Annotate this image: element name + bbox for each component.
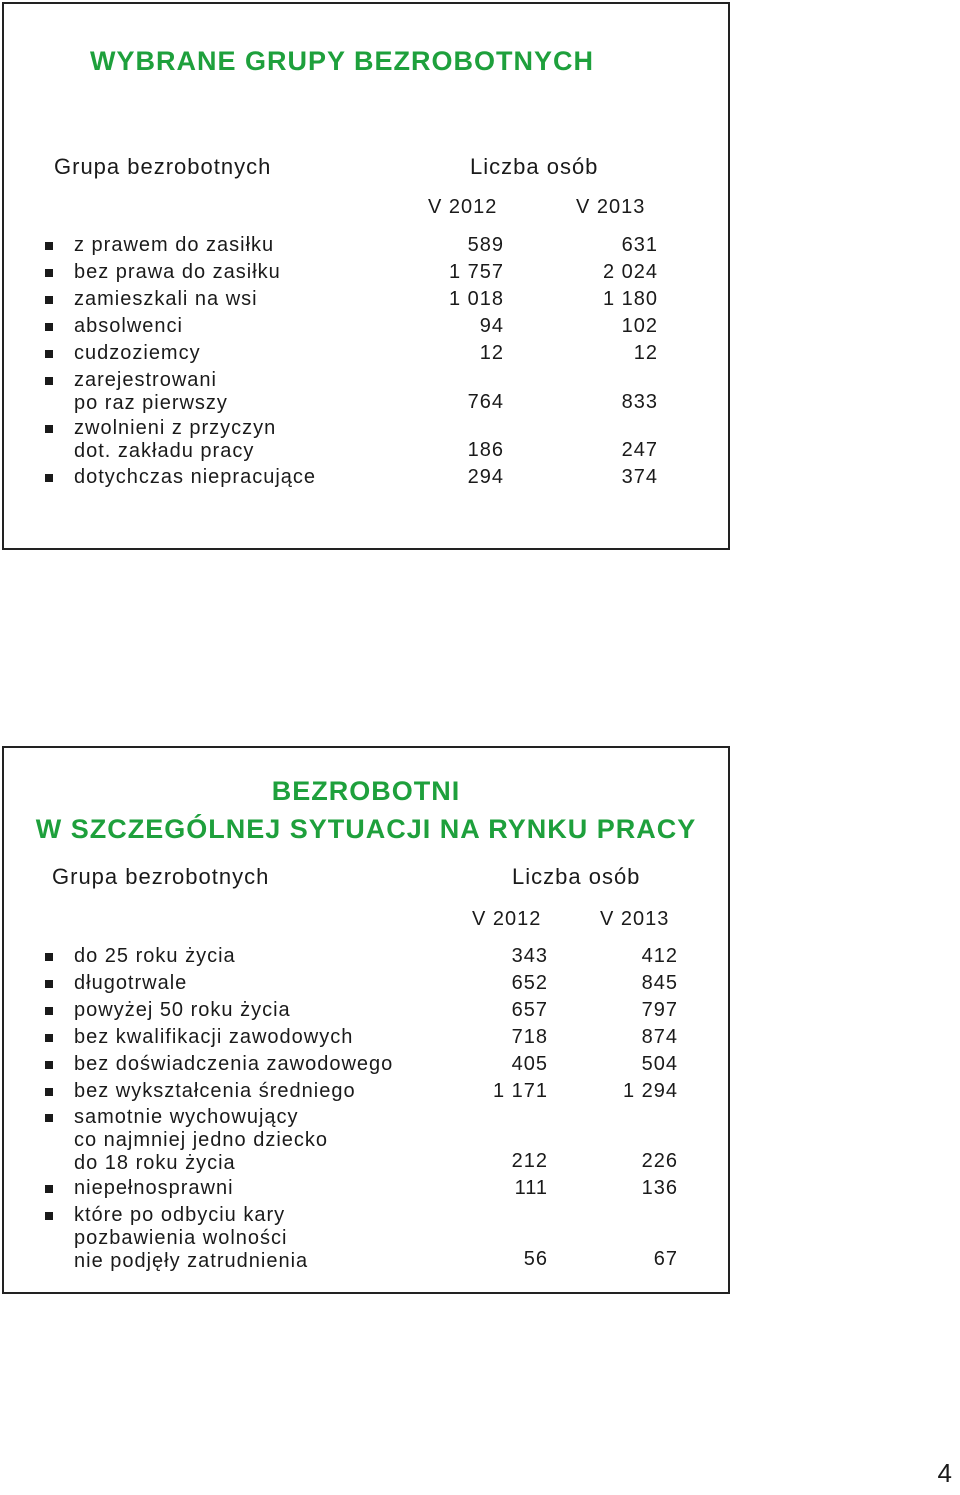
bullet-icon bbox=[45, 377, 53, 385]
value-2012: 186 bbox=[467, 439, 504, 461]
title-text: WYBRANE GRUPY BEZROBOTNYCH bbox=[90, 46, 595, 76]
slide-title bbox=[4, 772, 728, 848]
bullet-icon bbox=[45, 953, 53, 961]
value-2013: 833 bbox=[621, 391, 658, 413]
column-header-count: Liczba osób bbox=[512, 864, 641, 889]
year-header-2013: V 2013 bbox=[576, 196, 646, 218]
year-header-2013: V 2013 bbox=[600, 908, 670, 930]
title-line-2: W SZCZEGÓLNEJ SYTUACJI NA RYNKU PRACY bbox=[35, 814, 697, 844]
value-2012: 111 bbox=[514, 1177, 548, 1199]
value-2012: 1 171 bbox=[492, 1080, 548, 1102]
column-header-count: Liczba osób bbox=[470, 154, 599, 179]
bullet-icon bbox=[45, 242, 53, 250]
value-2013: 631 bbox=[621, 234, 658, 256]
value-2013: 67 bbox=[653, 1248, 678, 1270]
bullet-icon bbox=[45, 1088, 53, 1096]
slide-title bbox=[90, 46, 594, 77]
value-2013: 1 180 bbox=[602, 288, 658, 310]
row-label: absolwenci bbox=[74, 315, 183, 337]
value-2012: 405 bbox=[511, 1053, 548, 1075]
value-2012: 1 757 bbox=[448, 261, 504, 283]
bullet-icon bbox=[45, 1034, 53, 1042]
column-header-group: Grupa bezrobotnych bbox=[54, 154, 272, 179]
value-2012: 343 bbox=[511, 945, 548, 967]
slide-selected-groups bbox=[2, 2, 730, 550]
value-2013: 504 bbox=[641, 1053, 678, 1075]
value-2013: 374 bbox=[621, 466, 658, 488]
value-2013: 1 294 bbox=[622, 1080, 678, 1102]
value-2012: 94 bbox=[479, 315, 504, 337]
value-2012: 657 bbox=[511, 999, 548, 1021]
value-2012: 12 bbox=[479, 342, 504, 364]
bullet-icon bbox=[45, 323, 53, 331]
row-label: samotnie wychowujący co najmniej jedno dziecko do 18 roku życia bbox=[74, 1106, 329, 1174]
bullet-icon bbox=[45, 425, 53, 433]
row-label: które po odbyciu kary pozbawienia wolności nie podjęły zatrudnienia bbox=[74, 1204, 309, 1272]
column-header-group: Grupa bezrobotnych bbox=[52, 864, 270, 889]
value-2012: 718 bbox=[511, 1026, 548, 1048]
page-number: 4 bbox=[937, 1458, 952, 1488]
year-header-2012: V 2012 bbox=[472, 908, 542, 930]
value-2013: 12 bbox=[633, 342, 658, 364]
bullet-icon bbox=[45, 296, 53, 304]
value-2013: 136 bbox=[641, 1177, 678, 1199]
bullet-icon bbox=[45, 1007, 53, 1015]
value-2013: 226 bbox=[641, 1150, 678, 1172]
bullet-icon bbox=[45, 474, 53, 482]
row-label: zarejestrowani po raz pierwszy bbox=[74, 369, 228, 414]
value-2013: 2 024 bbox=[602, 261, 658, 283]
value-2013: 247 bbox=[621, 439, 658, 461]
value-2013: 412 bbox=[641, 945, 678, 967]
row-label: bez wykształcenia średniego bbox=[74, 1080, 356, 1102]
bullet-icon bbox=[45, 1061, 53, 1069]
bullet-icon bbox=[45, 980, 53, 988]
value-2012: 1 018 bbox=[448, 288, 504, 310]
row-label: niepełnosprawni bbox=[74, 1177, 234, 1199]
value-2013: 845 bbox=[641, 972, 678, 994]
row-label: zwolnieni z przyczyn dot. zakładu pracy bbox=[74, 417, 277, 462]
row-label: do 25 roku życia bbox=[74, 945, 236, 967]
value-2013: 874 bbox=[641, 1026, 678, 1048]
value-2013: 102 bbox=[621, 315, 658, 337]
row-label: bez doświadczenia zawodowego bbox=[74, 1053, 394, 1075]
row-label: zamieszkali na wsi bbox=[74, 288, 258, 310]
value-2012: 294 bbox=[467, 466, 504, 488]
slide-special-situation bbox=[2, 746, 730, 1294]
bullet-icon bbox=[45, 1114, 53, 1122]
title-line-1: BEZROBOTNI bbox=[271, 776, 461, 806]
row-label: bez prawa do zasiłku bbox=[74, 261, 281, 283]
row-label: bez kwalifikacji zawodowych bbox=[74, 1026, 354, 1048]
value-2012: 212 bbox=[511, 1150, 548, 1172]
row-label: dotychczas niepracujące bbox=[74, 466, 317, 488]
value-2012: 56 bbox=[523, 1248, 548, 1270]
row-label: z prawem do zasiłku bbox=[74, 234, 275, 256]
value-2012: 764 bbox=[467, 391, 504, 413]
value-2012: 652 bbox=[511, 972, 548, 994]
bullet-icon bbox=[45, 269, 53, 277]
row-label: powyżej 50 roku życia bbox=[74, 999, 291, 1021]
year-header-2012: V 2012 bbox=[428, 196, 498, 218]
row-label: cudzoziemcy bbox=[74, 342, 201, 364]
bullet-icon bbox=[45, 1212, 53, 1220]
row-label: długotrwale bbox=[74, 972, 188, 994]
bullet-icon bbox=[45, 350, 53, 358]
bullet-icon bbox=[45, 1185, 53, 1193]
value-2013: 797 bbox=[641, 999, 678, 1021]
value-2012: 589 bbox=[467, 234, 504, 256]
